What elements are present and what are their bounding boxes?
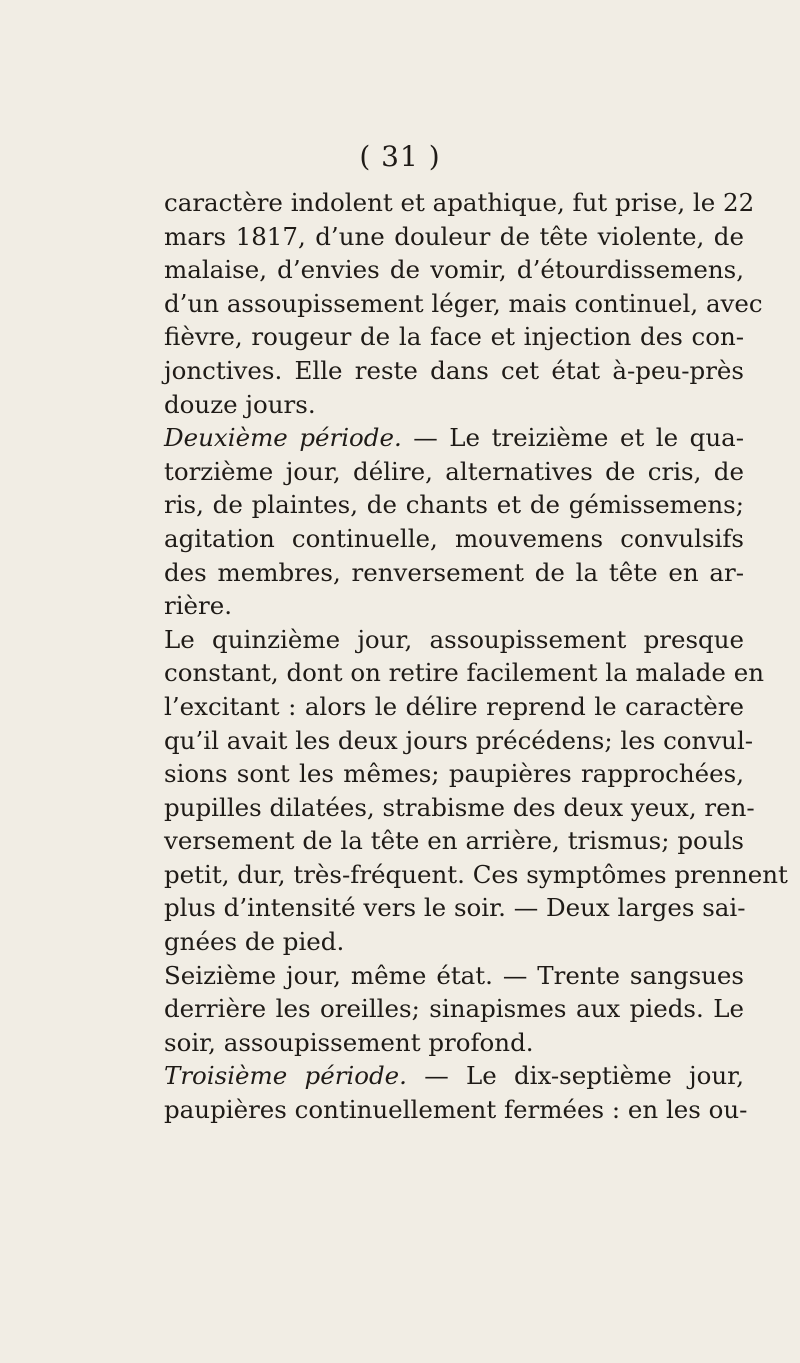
text-line: [164, 556, 744, 590]
text-line: [164, 186, 755, 220]
text-line: [164, 320, 744, 354]
line-text: Seizième jour, même état. — Trente sangsues: [164, 960, 744, 990]
text-line: [164, 992, 744, 1026]
line-text: jonctives. Elle reste dans cet état à-peu-près: [164, 355, 744, 385]
line-text: pupilles dilatées, strabisme des deux yeux, ren-: [164, 792, 755, 822]
text-line: [164, 253, 744, 287]
text-line: [164, 589, 744, 623]
text-line: [164, 925, 744, 959]
text-line: [164, 220, 744, 254]
line-text: petit, dur, très-fréquent. Ces symptômes prennent: [164, 859, 788, 889]
line-text: des membres, renversement de la tête en ar-: [164, 557, 744, 587]
text-line: [164, 1026, 744, 1060]
line-text: soir, assoupissement profond.: [164, 1027, 534, 1057]
line-text: — Le dix-septième jour,: [406, 1061, 744, 1091]
line-text: — Le treizième et le qua-: [401, 423, 744, 453]
text-line: [164, 791, 755, 825]
text-line: [164, 354, 744, 388]
text-line: [164, 287, 763, 321]
text-line: [164, 488, 744, 522]
line-text: caractère indolent et apathique, fut prise, le 22: [164, 188, 755, 217]
line-text: derrière les oreilles; sinapismes aux pieds. Le: [164, 994, 744, 1024]
text-line: [164, 757, 744, 791]
text-line: [164, 690, 744, 724]
text-line: [164, 522, 744, 556]
line-text: qu’il avait les deux jours précédens; les convul-: [164, 725, 754, 755]
page-number: ( 31 ): [359, 140, 441, 173]
section-heading: Deuxième période.: [164, 423, 402, 453]
line-text: sions sont les mêmes; paupières rapprochées,: [164, 759, 744, 789]
line-text: torzième jour, délire, alternatives de cris, de: [164, 456, 744, 486]
line-text: fièvre, rougeur de la face et injection des con-: [164, 322, 744, 352]
line-text: agitation continuelle, mouvemens convulsifs: [164, 523, 744, 553]
line-text: constant, dont on retire facilement la malade en: [164, 658, 764, 688]
body-text: [164, 186, 788, 1127]
text-line: [164, 623, 744, 657]
text-line: [164, 1059, 744, 1093]
line-text: mars 1817, d’une douleur de tête violente, de: [164, 221, 744, 251]
line-text: d’un assoupissement léger, mais continuel, avec: [164, 288, 763, 318]
line-text: l’excitant : alors le délire reprend le caractère: [164, 691, 744, 721]
section-heading: Troisième période.: [164, 1061, 407, 1091]
text-line: [164, 388, 744, 422]
line-text: versement de la tête en arrière, trismus; pouls: [164, 826, 744, 856]
text-line: [164, 858, 788, 892]
text-line: [164, 891, 744, 925]
text-line: [164, 824, 744, 858]
text-line: [164, 421, 744, 455]
line-text: malaise, d’envies de vomir, d’étourdissemens,: [164, 255, 744, 285]
text-line: [164, 1093, 748, 1127]
text-line: [164, 959, 744, 993]
line-text: Le quinzième jour, assoupissement presque: [164, 624, 744, 654]
line-text: gnées de pied.: [164, 927, 345, 957]
line-text: douze jours.: [164, 389, 316, 419]
text-line: [164, 656, 764, 690]
line-text: paupières continuellement fermées : en les ou-: [164, 1095, 748, 1125]
text-line: [164, 724, 754, 758]
line-text: plus d’intensité vers le soir. — Deux larges sai-: [164, 893, 746, 923]
line-text: rière.: [164, 591, 233, 621]
text-line: [164, 455, 744, 489]
line-text: ris, de plaintes, de chants et de gémissemens;: [164, 490, 744, 520]
